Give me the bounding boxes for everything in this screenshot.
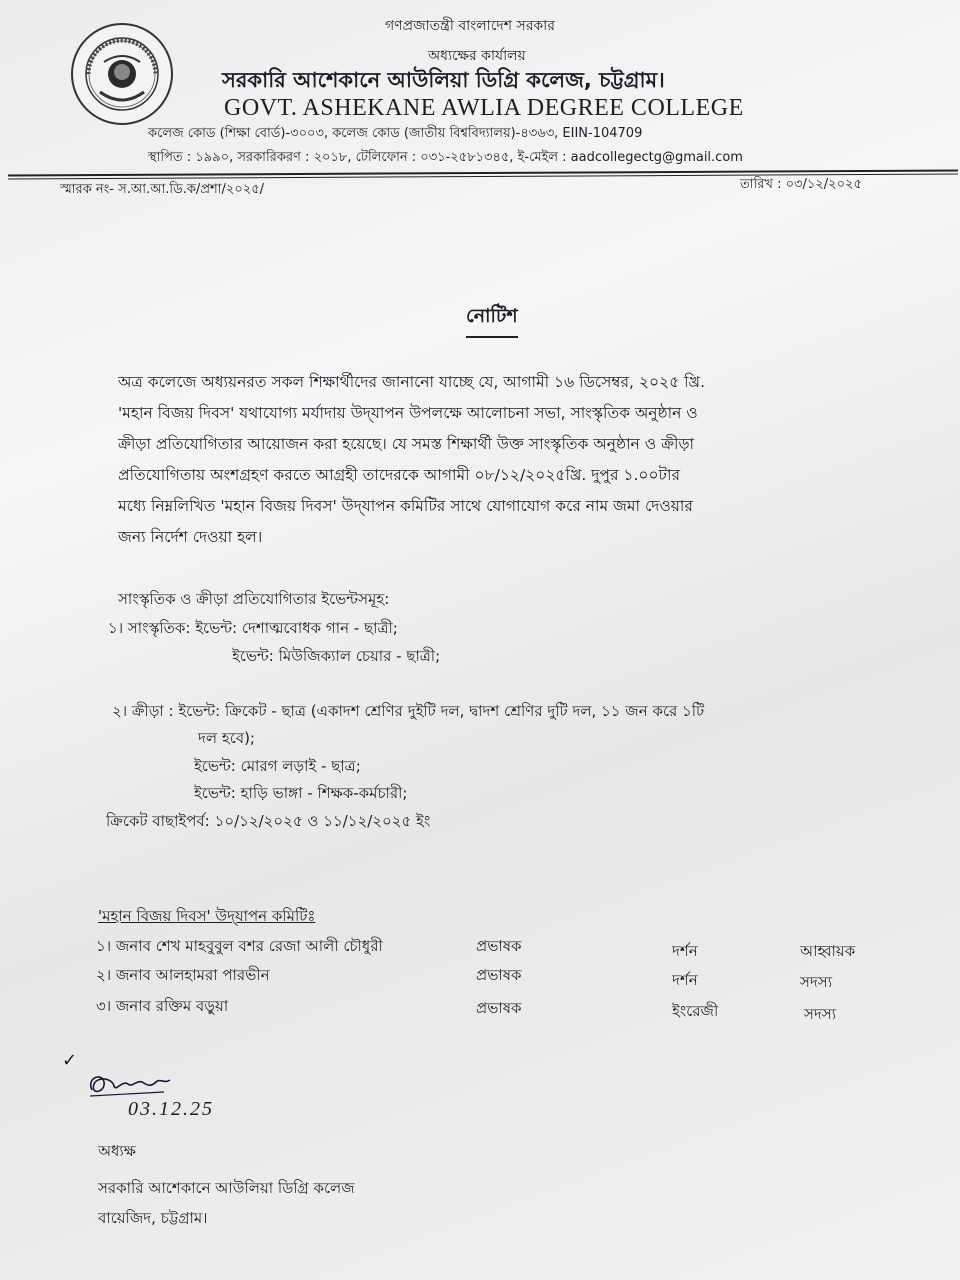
- college-codes: কলেজ কোড (শিক্ষা বোর্ড)-৩০০৩, কলেজ কোড (জাতীয় বিশ্ববিদ্যালয়)-৪৩৬৩, EIIN-104709: [148, 126, 643, 141]
- signatory-location: বায়েজিদ, চট্টগ্রাম।: [98, 1209, 208, 1227]
- committee-member-role: সদস্য: [804, 1005, 837, 1023]
- office-name: অধ্যক্ষের কার্যালয়: [428, 48, 526, 64]
- cultural-event-line: ১। সাংস্কৃতিক: ইভেন্ট: দেশাত্মবোধক গান - ছাত্রী;: [108, 619, 398, 637]
- body-line: ক্রীড়া প্রতিযোগিতার আয়োজন করা হয়েছে। যে সমস্ত শিক্ষার্থী উক্ত সাংস্কৃতিক অনুষ্ঠান ও ক্রীড়া: [118, 435, 695, 453]
- notice-date: তারিখ : ০৩/১২/২০২৫: [740, 177, 862, 192]
- college-name-bangla: সরকারি আশেকানে আউলিয়া ডিগ্রি কলেজ, চট্টগ্রাম।: [222, 68, 665, 92]
- committee-member-name: ৩। জনাব রক্তিম বড়ুয়া: [96, 997, 229, 1015]
- body-line: প্রতিযোগিতায় অংশগ্রহণ করতে আগ্রহী তাদেরকে আগামী ০৮/১২/২০২৫খ্রি. দুপুর ১.০০টার: [118, 466, 681, 484]
- committee-member-role: সদস্য: [800, 973, 833, 991]
- tick-mark: ✓: [62, 1050, 78, 1071]
- sports-event-line: দল হবে);: [198, 729, 255, 747]
- committee-member-department: দর্শন: [672, 942, 698, 960]
- committee-member-name: ২। জনাব আলহামরা পারভীন: [96, 966, 270, 984]
- committee-member-department: দর্শন: [672, 971, 698, 989]
- committee-heading: 'মহান বিজয় দিবস' উদ্‌যাপন কমিটিঃ: [98, 907, 316, 925]
- handwritten-date: 03.12.25: [128, 1098, 214, 1120]
- sports-event-line: ২। ক্রীড়া : ইভেন্ট: ক্রিকেট - ছাত্র (একাদশ শ্রেণির দুইটি দল, দ্বাদশ শ্রেণির দুটি দল, ১১ জন করে ১টি: [112, 702, 705, 720]
- body-line: জন্য নির্দেশ দেওয়া হল।: [118, 528, 263, 546]
- cultural-event-line: ইভেন্ট: মিউজিক্যাল চেয়ার - ছাত্রী;: [232, 647, 441, 665]
- committee-member-designation: প্রভাষক: [476, 966, 522, 984]
- government-name: গণপ্রজাতন্ত্রী বাংলাদেশ সরকার: [385, 18, 555, 34]
- college-seal-logo: [70, 22, 174, 126]
- cricket-selection: ক্রিকেট বাছাইপর্ব: ১০/১২/২০২৫ ও ১১/১২/২০২৫ ইং: [106, 812, 431, 830]
- signatory-title: অধ্যক্ষ: [98, 1142, 136, 1160]
- committee-member-role: আহ্বায়ক: [800, 942, 856, 960]
- sports-event-line: ইভেন্ট: মোরগ লড়াই - ছাত্র;: [194, 757, 361, 775]
- college-name-english: GOVT. ASHEKANE AWLIA DEGREE COLLEGE: [224, 95, 744, 121]
- events-heading: সাংস্কৃতিক ও ক্রীড়া প্রতিযোগিতার ইভেন্টসমূহ:: [118, 590, 390, 608]
- sports-event-line: ইভেন্ট: হাড়ি ভাঙ্গা - শিক্ষক-কর্মচারী;: [194, 784, 408, 802]
- notice-title: নোটিশ: [466, 302, 518, 338]
- committee-member-designation: প্রভাষক: [476, 999, 522, 1017]
- signatory-college: সরকারি আশেকানে আউলিয়া ডিগ্রি কলেজ: [98, 1179, 355, 1197]
- body-line: মধ্যে নিম্নলিখিত 'মহান বিজয় দিবস' উদ্‌যাপন কমিটির সাথে যোগাযোগ করে নাম জমা দেওয়ার: [118, 497, 693, 515]
- handwritten-signature: [84, 1070, 174, 1100]
- memo-number: স্মারক নং- স.আ.আ.ডি.ক/প্রশা/২০২৫/: [60, 182, 265, 197]
- college-contact: স্থাপিত : ১৯৯০, সরকারিকরণ : ২০১৮, টেলিফোন : ০৩১-২৫৮১৩৪৫, ই-মেইল : aadcollegectg@gmail.com: [148, 150, 743, 165]
- body-line: 'মহান বিজয় দিবস' যথাযোগ্য মর্যাদায় উদ্‌যাপন উপলক্ষে আলোচনা সভা, সাংস্কৃতিক অনুষ্ঠান ও: [118, 404, 698, 422]
- committee-member-department: ইংরেজী: [672, 1002, 719, 1020]
- committee-member-designation: প্রভাষক: [476, 937, 522, 955]
- committee-member-name: ১। জনাব শেখ মাহবুবুল বশর রেজা আলী চৌধুরী: [96, 937, 383, 955]
- body-line: অত্র কলেজে অধ্যয়নরত সকল শিক্ষার্থীদের জানানো যাচ্ছে যে, আগামী ১৬ ডিসেম্বর, ২০২৫ খ্রি.: [118, 373, 705, 391]
